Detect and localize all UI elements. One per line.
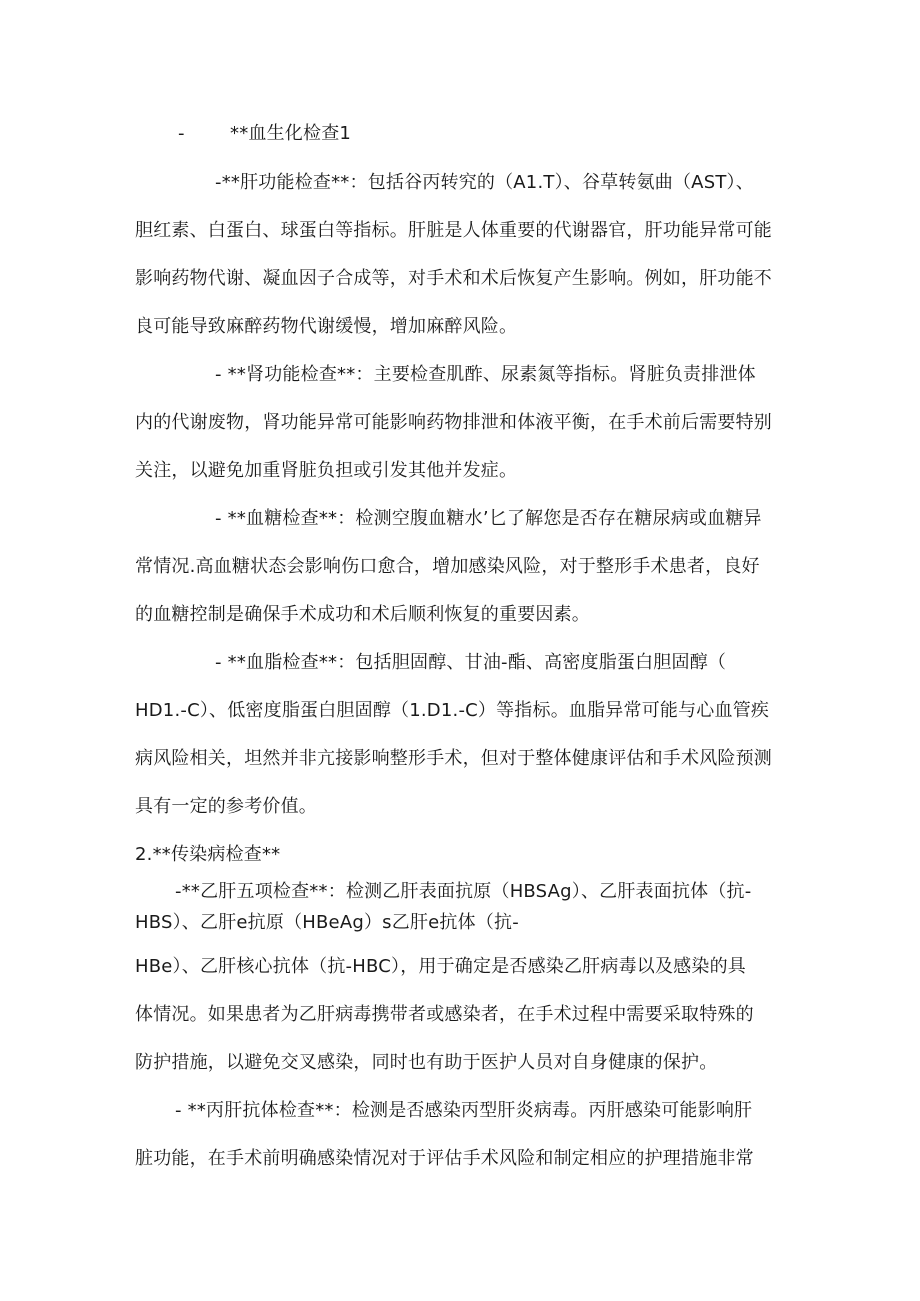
paragraph-line: 良可能导致麻醉药物代谢缓慢，增加麻醉风险。 <box>135 316 518 337</box>
paragraph-line: 病风险相关，坦然并非亢接影响整形手术，但对于整体健康评估和手术风险预测 <box>135 748 772 769</box>
paragraph-line: HBe）、乙肝核心抗体（抗-HBC），用于确定是否感染乙肝病毒以及感染的具 <box>135 956 746 977</box>
paragraph-line: 常情况.高血糖状态会影响伤口愈合，增加感染风险，对于整形手术患者，良好 <box>135 556 760 577</box>
paragraph-line: HD1.-C）、低密度脂蛋白胆固醇（1.D1.-C）等指标。血脂异常可能与心血管疾 <box>135 700 770 721</box>
section-heading-infectious-disease: 2.**传染病检查** <box>135 844 281 865</box>
paragraph-line: 体情况。如果患者为乙肝病毒携带者或感染者，在手术过程中需要采取特殊的 <box>135 1004 754 1025</box>
paragraph-line: - **血糖检查**：检测空腹血糖水’匕了解您是否存在糖尿病或血糖异 <box>215 508 762 529</box>
paragraph-line: 的血糖控制是确保手术成功和术后顺利恢复的重要因素。 <box>135 604 590 625</box>
paragraph-line: 脏功能，在手术前明确感染情况对于评估手术风险和制定相应的护理措施非常 <box>135 1148 754 1169</box>
paragraph-line: 关注，以避免加重肾脏负担或引发其他并发症。 <box>135 460 518 481</box>
paragraph-line: HBS）、乙肝e抗原（HBeAg）s乙肝e抗体（抗- <box>135 912 519 933</box>
paragraph-line: -**乙肝五项检查**：检测乙肝表面抗原（HBSAg）、乙肝表面抗体（抗- <box>175 881 752 902</box>
paragraph-line: 内的代谢废物，肾功能异常可能影响药物排泄和体液平衡，在手术前后需要特别 <box>135 412 772 433</box>
paragraph-line: 防护措施，以避免交叉感染，同时也有助于医护人员对自身健康的保护。 <box>135 1052 718 1073</box>
paragraph-line: 胆红素、白蛋白、球蛋白等指标。肝脏是人体重要的代谢器官，肝功能异常可能 <box>135 220 772 241</box>
section-heading-blood-biochemistry: **血生化检查1 <box>230 123 352 144</box>
paragraph-line: -**肝功能检查**：包括谷丙转究的（A1.T）、谷草转氨曲（AST）、 <box>215 172 754 193</box>
paragraph-line: 具有一定的参考价值。 <box>135 796 317 817</box>
paragraph-line: - **血脂检查**：包括胆固醇、甘油-酯、高密度脂蛋白胆固醇（ <box>215 652 727 673</box>
paragraph-line: - **丙肝抗体检查**：检测是否感染丙型肝炎病毒。丙肝感染可能影响肝 <box>175 1100 753 1121</box>
heading-dash: - <box>178 123 185 144</box>
paragraph-line: 影响药物代谢、凝血因子合成等，对手术和术后恢复产生影响。例如，肝功能不 <box>135 268 772 289</box>
paragraph-line: - **肾功能检查**：主要检查肌酢、尿素氮等指标。肾脏负责排泄体 <box>215 364 756 385</box>
